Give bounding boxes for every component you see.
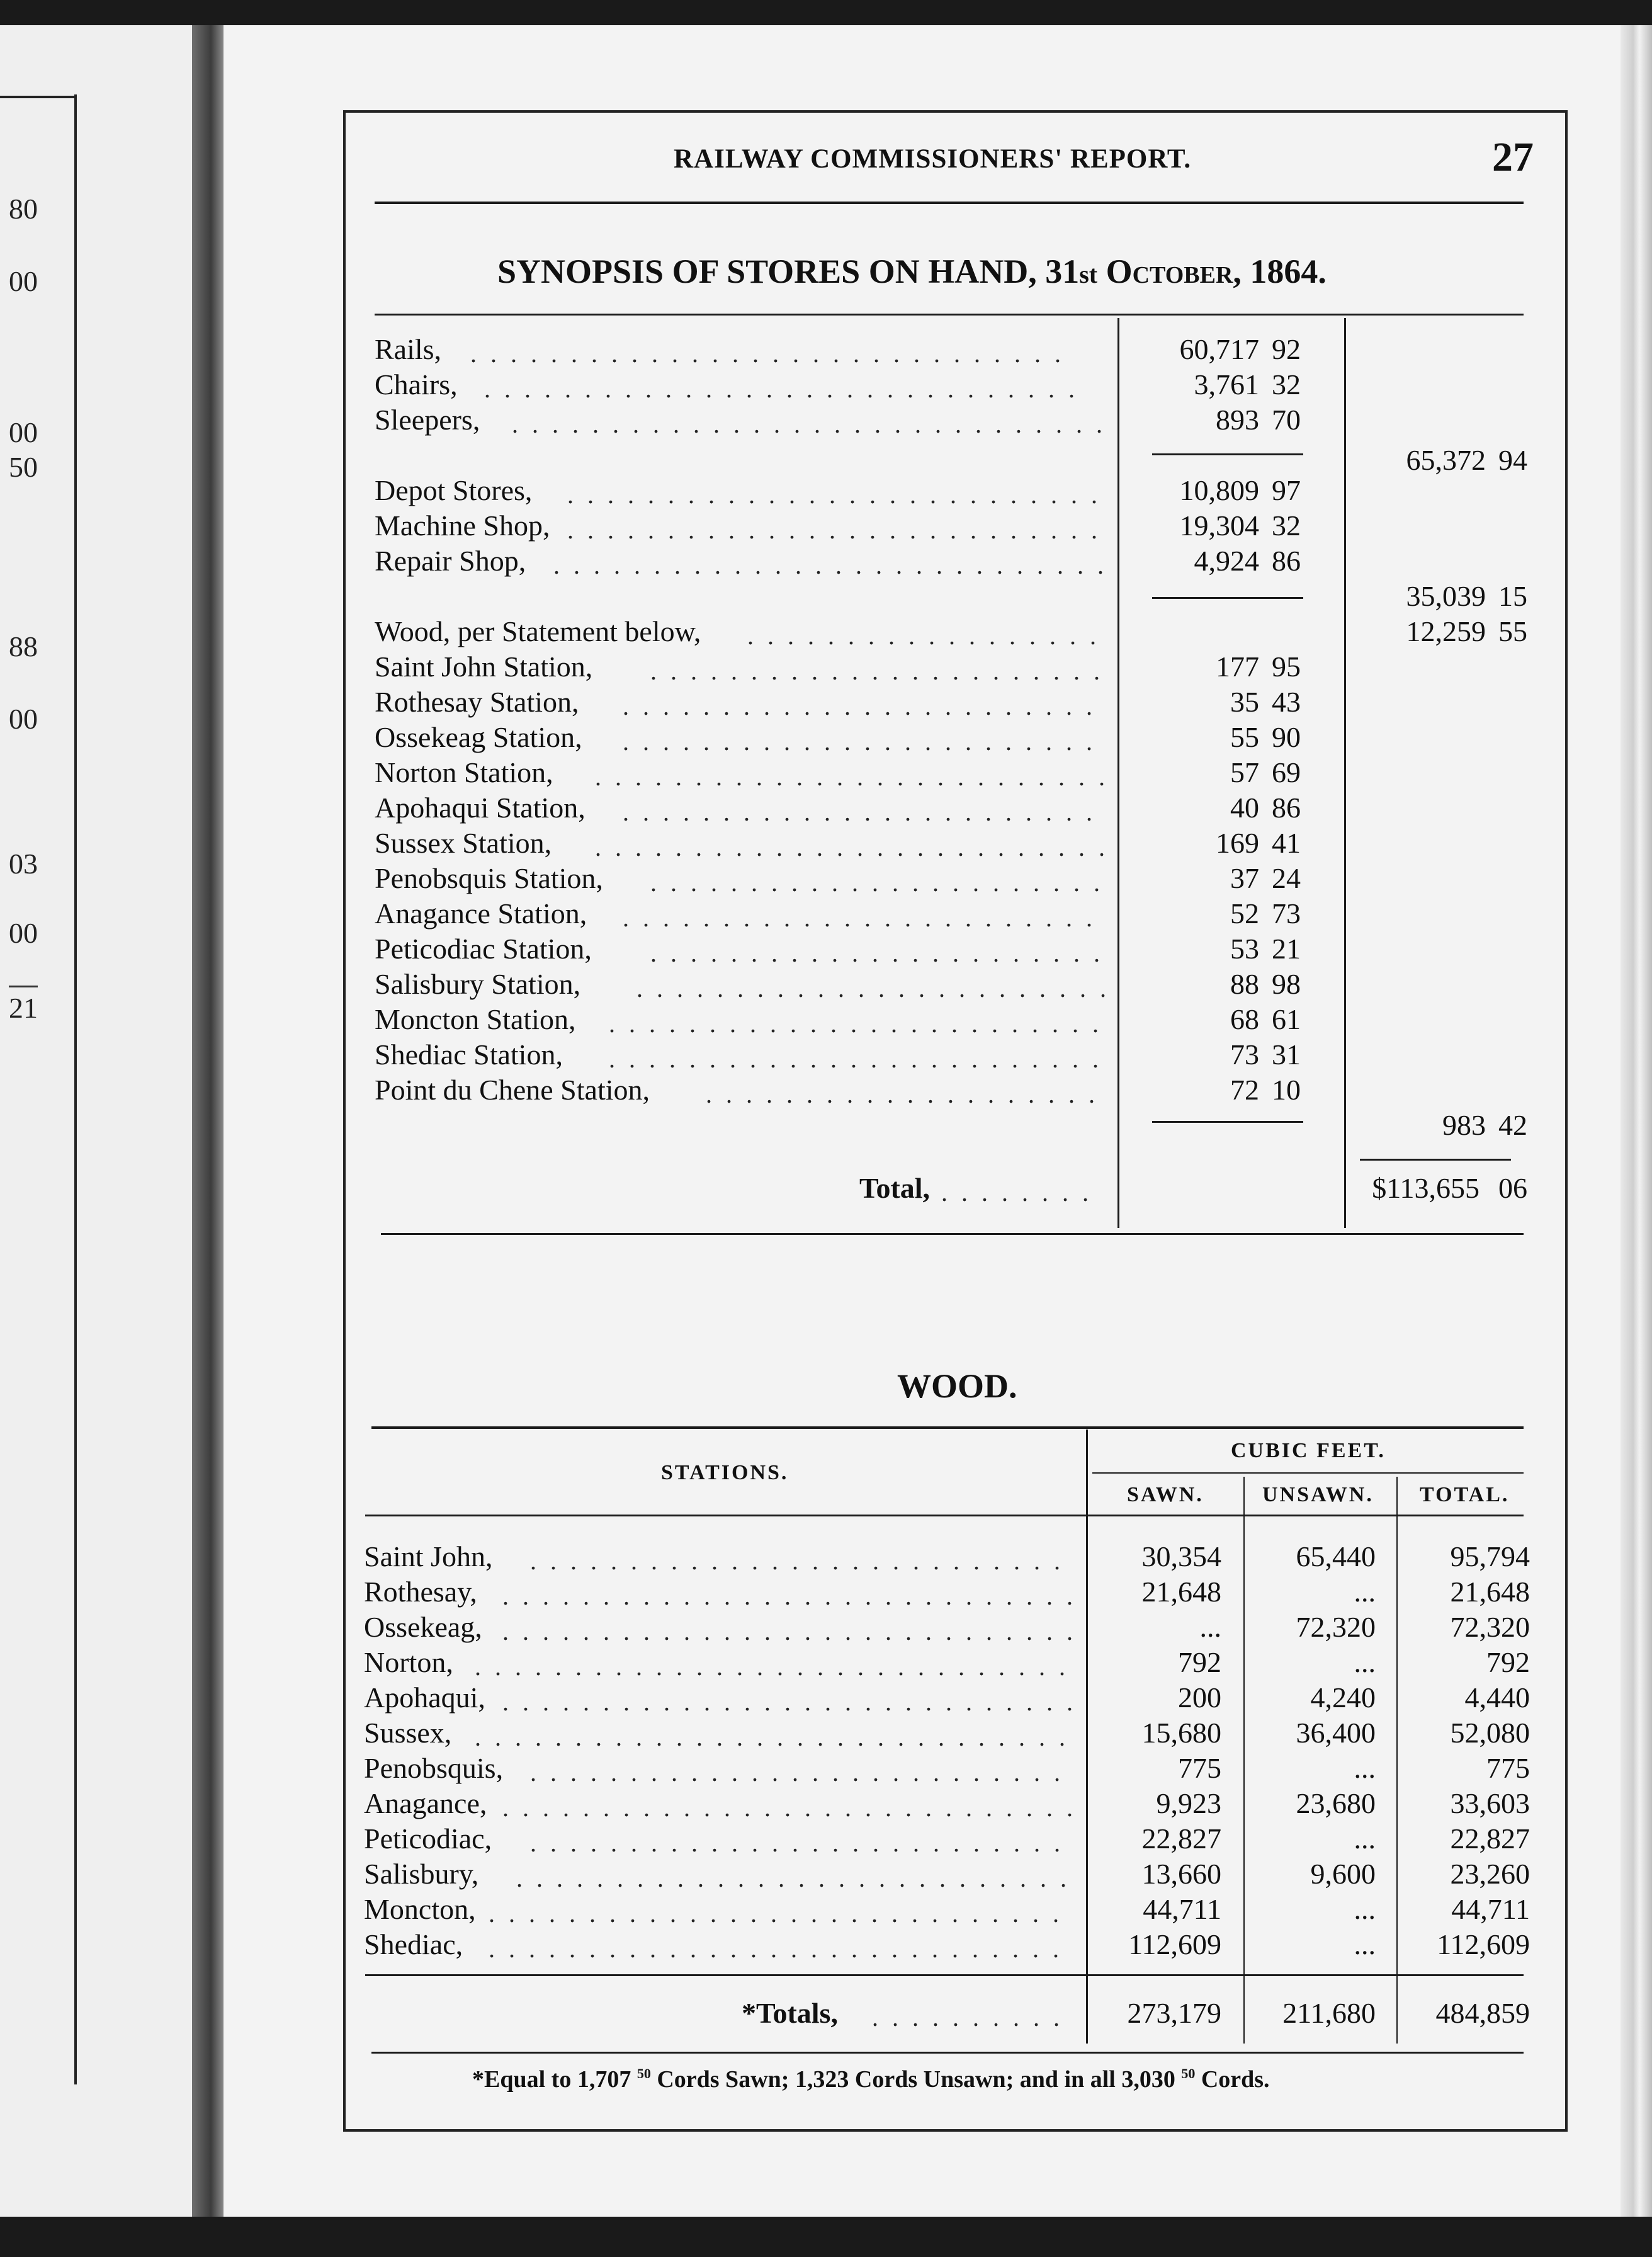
synopsis-row-leaders: . . . . . . . . . . . . . . . . . . . . . . . . [623, 904, 1096, 928]
synopsis-row-label: Rothesay Station, [375, 686, 579, 718]
synopsis-row-dollars: 73 [1230, 1038, 1259, 1071]
wood-row-total: 21,648 [1450, 1576, 1530, 1608]
wood-row-total: 23,260 [1450, 1858, 1530, 1890]
wood-row-sawn: 30,354 [1141, 1540, 1221, 1572]
wood-sub-divider-1 [1243, 1477, 1245, 2044]
wood-row-sawn: 44,711 [1143, 1893, 1221, 1925]
synopsis-row-dollars: 60,717 [1179, 333, 1259, 365]
unsawn-header: UNSAWN. [1262, 1483, 1374, 1506]
synopsis-row-label: Shediac Station, [375, 1038, 563, 1071]
wood-row-unsawn: 72,320 [1296, 1611, 1376, 1643]
wood-row-unsawn: ... [1354, 1646, 1376, 1678]
synopsis-subtotal-dollars: 983 [1442, 1109, 1486, 1141]
wood-row-station: Norton, [364, 1646, 453, 1678]
wood-row-unsawn: 23,680 [1296, 1787, 1376, 1819]
synopsis-row-dollars: 88 [1230, 968, 1259, 1000]
wood-footnote: *Equal to 1,707 $^{50}$ Cords Sawn; 1,323 Cords Unsawn; and in all 3,030 $^{50}$ Cords. [472, 2066, 1270, 2093]
synopsis-subtotal-dollars: 65,372 [1406, 444, 1486, 476]
synopsis-subtotal-cents: 42 [1498, 1109, 1527, 1141]
synopsis-row-leaders: . . . . . . . . . . . . . . . . . . [747, 622, 1100, 646]
synopsis-column-rule-2 [1344, 318, 1346, 1228]
synopsis-row-leaders: . . . . . . . . . . . . . . . . . . . . . . . . . . [595, 763, 1109, 787]
synopsis-total-leaders: . . . . . . . . [941, 1178, 1092, 1203]
cubic-feet-header: CUBIC FEET. [1231, 1439, 1386, 1462]
synopsis-row-label: Machine Shop, [375, 509, 550, 542]
synopsis-row-dollars: 68 [1230, 1003, 1259, 1035]
synopsis-row-leaders: . . . . . . . . . . . . . . . . . . . . . . . . . . . [567, 516, 1101, 540]
synopsis-row-dollars: 4,924 [1194, 545, 1259, 577]
synopsis-row-leaders: . . . . . . . . . . . . . . . . . . . . . . . . . . [595, 833, 1109, 858]
running-header: RAILWAY COMMISSIONERS' REPORT. [674, 144, 1192, 174]
wood-stations-divider [1086, 1430, 1088, 2044]
synopsis-row-label: Point du Chene Station, [375, 1074, 650, 1106]
synopsis-row-dollars: 53 [1230, 933, 1259, 965]
wood-row-total: 33,603 [1450, 1787, 1530, 1819]
left-page-fragment: 03 [9, 848, 38, 880]
left-page-fragment: 50 [9, 451, 38, 483]
synopsis-row-cents: 98 [1272, 968, 1301, 1000]
wood-row-leaders: . . . . . . . . . . . . . . . . . . . . . . . . . . . . [516, 1864, 1070, 1889]
synopsis-row-cents: 90 [1272, 721, 1301, 753]
synopsis-row-dollars: 3,761 [1194, 368, 1259, 401]
synopsis-row-cents: 32 [1272, 368, 1301, 401]
wood-row-total: 4,440 [1464, 1681, 1530, 1714]
wood-row-total: 72,320 [1450, 1611, 1530, 1643]
total-header: TOTAL. [1420, 1483, 1510, 1506]
synopsis-row-dollars: 37 [1230, 862, 1259, 894]
wood-row-station: Ossekeag, [364, 1611, 482, 1643]
synopsis-total-dollars: $113,655 [1372, 1172, 1479, 1204]
wood-sub-divider-2 [1396, 1477, 1398, 2044]
wood-row-sawn: 13,660 [1141, 1858, 1221, 1890]
page-number: 27 [1492, 134, 1534, 180]
synopsis-row-label: Salisbury Station, [375, 968, 581, 1000]
synopsis-row-leaders: . . . . . . . . . . . . . . . . . . . . . . . [650, 939, 1104, 964]
synopsis-subtotal-rule [1152, 597, 1303, 599]
synopsis-total-cents: 06 [1498, 1172, 1527, 1204]
synopsis-row-cents: 97 [1272, 474, 1301, 506]
synopsis-row-label: Rails, [375, 333, 442, 365]
wood-row-station: Saint John, [364, 1540, 493, 1572]
wood-row-station: Apohaqui, [364, 1681, 485, 1714]
left-page-fragment: 00 [9, 917, 38, 949]
wood-row-leaders: . . . . . . . . . . . . . . . . . . . . . . . . . . . . . [489, 1935, 1063, 1959]
wood-row-leaders: . . . . . . . . . . . . . . . . . . . . . . . . . . . . . [502, 1794, 1077, 1818]
left-page [0, 25, 192, 2217]
synopsis-row-leaders: . . . . . . . . . . . . . . . . . . . . . . . . . . . . [553, 551, 1107, 576]
synopsis-subtotal-cents: 94 [1498, 444, 1527, 476]
synopsis-row-dollars: 10,809 [1179, 474, 1259, 506]
synopsis-row-cents: 95 [1272, 651, 1301, 683]
synopsis-row-cents: 61 [1272, 1003, 1301, 1035]
wood-totals-label: *Totals, [742, 1997, 838, 2029]
wood-row-total: 52,080 [1450, 1717, 1530, 1749]
synopsis-row-label: Chairs, [375, 368, 458, 401]
wood-row-leaders: . . . . . . . . . . . . . . . . . . . . . . . . . . . [530, 1547, 1064, 1571]
synopsis-row-cents: 41 [1272, 827, 1301, 859]
wood-totals-sawn: 273,179 [1127, 1997, 1221, 2029]
synopsis-row-label: Anagance Station, [375, 897, 587, 930]
wood-row-leaders: . . . . . . . . . . . . . . . . . . . . . . . . . . . [530, 1758, 1064, 1783]
synopsis-row-leaders: . . . . . . . . . . . . . . . . . . . . . . . . . . . [567, 480, 1101, 505]
synopsis-row-label: Norton Station, [375, 756, 553, 788]
synopsis-subtotal-rule [1152, 1121, 1303, 1123]
left-page-fragment: 00 [9, 265, 38, 297]
synopsis-row-dollars: 35 [1230, 686, 1259, 718]
wood-row-total: 95,794 [1450, 1540, 1530, 1572]
synopsis-row-leaders: . . . . . . . . . . . . . . . . . . . . . . . . [636, 974, 1110, 999]
synopsis-row-label: Penobsquis Station, [375, 862, 603, 894]
wood-bottom-rule [371, 2052, 1524, 2054]
wood-row-leaders: . . . . . . . . . . . . . . . . . . . . . . . . . . . . . [489, 1899, 1063, 1924]
wood-row-unsawn: 4,240 [1310, 1681, 1376, 1714]
wood-row-station: Anagance, [364, 1787, 487, 1819]
synopsis-subtotal-dollars: 35,039 [1406, 580, 1486, 612]
synopsis-row-dollars: 177 [1216, 651, 1259, 683]
wood-row-sawn: 200 [1178, 1681, 1221, 1714]
wood-row-sawn: 792 [1178, 1646, 1221, 1678]
wood-row-total: 44,711 [1451, 1893, 1530, 1925]
wood-title: WOOD. [897, 1367, 1017, 1405]
synopsis-row-leaders: . . . . . . . . . . . . . . . . . . . . . . . [650, 868, 1104, 893]
synopsis-row-cents: 86 [1272, 792, 1301, 824]
synopsis-subtotal-cents: 55 [1498, 615, 1527, 647]
synopsis-row-label: Saint John Station, [375, 651, 593, 683]
synopsis-row-cents: 31 [1272, 1038, 1301, 1071]
synopsis-row-cents: 69 [1272, 756, 1301, 788]
synopsis-row-leaders: . . . . . . . . . . . . . . . . . . . . . . . [650, 657, 1104, 681]
synopsis-row-cents: 92 [1272, 333, 1301, 365]
synopsis-row-label: Apohaqui Station, [375, 792, 586, 824]
wood-row-unsawn: 9,600 [1310, 1858, 1376, 1890]
synopsis-row-label: Repair Shop, [375, 545, 526, 577]
synopsis-title: SYNOPSIS OF STORES ON HAND, 31st October, 1864. [497, 253, 1327, 290]
left-page-fragment: 88 [9, 630, 38, 662]
wood-row-leaders: . . . . . . . . . . . . . . . . . . . . . . . . . . . . . . [475, 1723, 1069, 1748]
wood-row-total: 112,609 [1437, 1928, 1530, 1960]
synopsis-row-leaders: . . . . . . . . . . . . . . . . . . . . . . . . [623, 798, 1096, 822]
synopsis-row-cents: 73 [1272, 897, 1301, 930]
wood-row-station: Peticodiac, [364, 1822, 492, 1855]
synopsis-row-leaders: . . . . . . . . . . . . . . . . . . . . . . . . . [609, 1045, 1102, 1069]
synopsis-row-dollars: 57 [1230, 756, 1259, 788]
left-page-fragment: 21 [9, 986, 38, 1025]
wood-row-total: 22,827 [1450, 1822, 1530, 1855]
wood-row-total: 792 [1486, 1646, 1530, 1678]
wood-row-station: Shediac, [364, 1928, 463, 1960]
wood-totals-rule [365, 1974, 1524, 1976]
wood-row-leaders: . . . . . . . . . . . . . . . . . . . . . . . . . . . . . [502, 1582, 1077, 1606]
wood-row-sawn: 21,648 [1141, 1576, 1221, 1608]
synopsis-row-dollars: 52 [1230, 897, 1259, 930]
wood-header-rule [365, 1515, 1524, 1516]
synopsis-subtotal-rule [1152, 453, 1303, 455]
synopsis-row-label: Wood, per Statement below, [375, 615, 701, 647]
header-rule [375, 202, 1524, 204]
wood-row-sawn: 112,609 [1128, 1928, 1221, 1960]
synopsis-row-dollars: 40 [1230, 792, 1259, 824]
synopsis-rule [375, 314, 1524, 316]
synopsis-column-rule-1 [1117, 318, 1119, 1228]
synopsis-subtotal-dollars: 12,259 [1406, 615, 1486, 647]
stations-header: STATIONS. [661, 1461, 789, 1484]
synopsis-row-cents: 24 [1272, 862, 1301, 894]
wood-row-unsawn: 65,440 [1296, 1540, 1376, 1572]
left-page-fragment: 80 [9, 193, 38, 225]
synopsis-row-leaders: . . . . . . . . . . . . . . . . . . . . . . . . [623, 692, 1096, 717]
wood-row-leaders: . . . . . . . . . . . . . . . . . . . . . . . . . . . . . [502, 1688, 1077, 1712]
synopsis-total-rule [1360, 1159, 1511, 1161]
synopsis-row-cents: 70 [1272, 404, 1301, 436]
wood-row-sawn: 22,827 [1141, 1822, 1221, 1855]
wood-row-sawn: ... [1199, 1611, 1221, 1643]
synopsis-row-label: Sussex Station, [375, 827, 552, 859]
wood-row-leaders: . . . . . . . . . . . . . . . . . . . . . . . . . . . [530, 1829, 1064, 1853]
synopsis-bottom-rule [381, 1233, 1524, 1235]
wood-row-unsawn: ... [1354, 1822, 1376, 1855]
synopsis-row-dollars: 893 [1216, 404, 1259, 436]
wood-row-station: Moncton, [364, 1893, 476, 1925]
left-page-rule [74, 94, 77, 2084]
synopsis-row-dollars: 55 [1230, 721, 1259, 753]
synopsis-row-leaders: . . . . . . . . . . . . . . . . . . . . [706, 1080, 1099, 1105]
wood-row-unsawn: ... [1354, 1752, 1376, 1784]
synopsis-row-label: Moncton Station, [375, 1003, 576, 1035]
wood-row-station: Sussex, [364, 1717, 452, 1749]
synopsis-row-leaders: . . . . . . . . . . . . . . . . . . . . . . . . . . . . . . [484, 375, 1078, 399]
wood-row-sawn: 775 [1178, 1752, 1221, 1784]
wood-row-unsawn: ... [1354, 1893, 1376, 1925]
synopsis-row-label: Sleepers, [375, 404, 480, 436]
wood-row-unsawn: ... [1354, 1576, 1376, 1608]
synopsis-row-dollars: 72 [1230, 1074, 1259, 1106]
book-spine [192, 25, 223, 2217]
synopsis-row-label: Ossekeag Station, [375, 721, 582, 753]
synopsis-row-cents: 10 [1272, 1074, 1301, 1106]
sawn-header: SAWN. [1127, 1483, 1204, 1506]
synopsis-row-leaders: . . . . . . . . . . . . . . . . . . . . . . . . . [609, 1009, 1102, 1034]
wood-row-leaders: . . . . . . . . . . . . . . . . . . . . . . . . . . . . . . [475, 1652, 1069, 1677]
synopsis-row-leaders: . . . . . . . . . . . . . . . . . . . . . . . . . . . . . . [512, 410, 1106, 435]
synopsis-row-cents: 32 [1272, 509, 1301, 542]
synopsis-row-cents: 43 [1272, 686, 1301, 718]
wood-totals-leaders: . . . . . . . . . . [872, 2003, 1063, 2028]
wood-row-station: Rothesay, [364, 1576, 477, 1608]
synopsis-row-label: Peticodiac Station, [375, 933, 592, 965]
synopsis-row-dollars: 169 [1216, 827, 1259, 859]
synopsis-row-label: Depot Stores, [375, 474, 533, 506]
left-page-fragment: 00 [9, 703, 38, 735]
wood-row-sawn: 15,680 [1141, 1717, 1221, 1749]
page-edge [1621, 25, 1652, 2217]
wood-row-leaders: . . . . . . . . . . . . . . . . . . . . . . . . . . . . . [502, 1617, 1077, 1642]
synopsis-row-cents: 21 [1272, 933, 1301, 965]
wood-totals-unsawn: 211,680 [1282, 1997, 1376, 2029]
synopsis-row-cents: 86 [1272, 545, 1301, 577]
wood-row-station: Penobsquis, [364, 1752, 504, 1784]
synopsis-subtotal-cents: 15 [1498, 580, 1527, 612]
synopsis-row-leaders: . . . . . . . . . . . . . . . . . . . . . . . . [623, 727, 1096, 752]
cubic-feet-rule [1092, 1472, 1524, 1474]
left-page-top-rule [0, 96, 76, 98]
wood-row-unsawn: ... [1354, 1928, 1376, 1960]
wood-totals-total: 484,859 [1435, 1997, 1530, 2029]
synopsis-row-leaders: . . . . . . . . . . . . . . . . . . . . . . . . . . . . . . [470, 339, 1065, 364]
wood-row-station: Salisbury, [364, 1858, 479, 1890]
synopsis-total-label: Total, [859, 1172, 931, 1204]
synopsis-row-dollars: 19,304 [1179, 509, 1259, 542]
wood-top-rule [371, 1426, 1524, 1429]
wood-row-total: 775 [1486, 1752, 1530, 1784]
wood-row-sawn: 9,923 [1156, 1787, 1221, 1819]
left-page-fragment: 00 [9, 416, 38, 448]
wood-row-unsawn: 36,400 [1296, 1717, 1376, 1749]
